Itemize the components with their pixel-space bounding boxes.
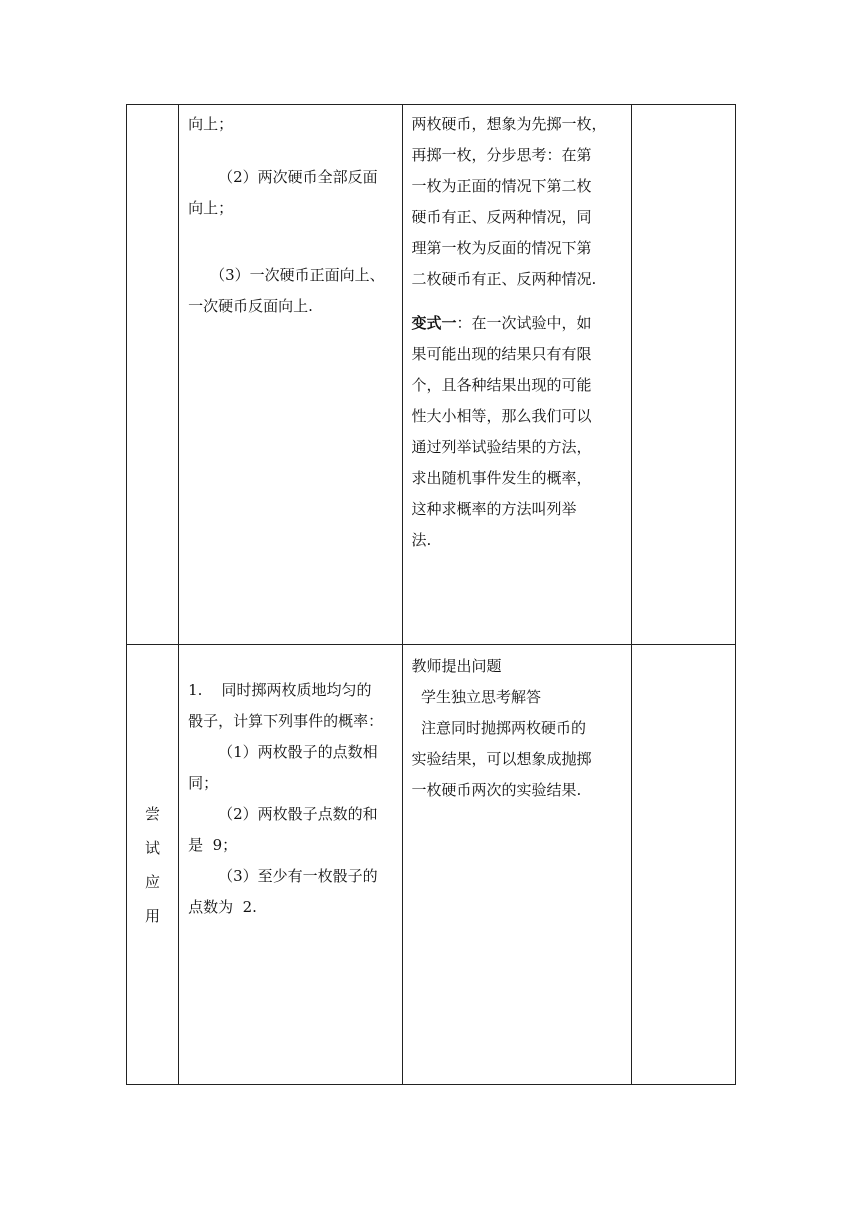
- notes-cell: [631, 105, 735, 645]
- table-row: [127, 645, 736, 1085]
- activity-cell: [403, 105, 631, 645]
- text-line: 点数为 2.: [188, 898, 257, 916]
- text-line: 同；: [188, 774, 219, 792]
- content-cell: [179, 645, 403, 1085]
- text-line: （2）两枚骰子点数的和: [218, 805, 378, 823]
- section-char: 用: [145, 906, 161, 925]
- text-line: 向上；: [188, 115, 234, 133]
- text-line: 二枚硬币有正、反两种情况.: [411, 270, 597, 288]
- text-line: [411, 308, 621, 339]
- text-line: 两枚硬币，想象为先掷一枚，: [411, 115, 607, 133]
- text-line: 教师提出问题: [411, 657, 502, 675]
- text-line: 再掷一枚，分步思考：在第: [411, 146, 592, 164]
- text-line: 性大小相等，那么我们可以: [411, 407, 592, 425]
- lesson-plan-table: [126, 104, 736, 1085]
- text-line: 向上；: [188, 199, 234, 217]
- text-line: 硬币有正、反两种情况，同: [411, 208, 592, 226]
- section-char: 试: [145, 838, 161, 857]
- section-cell: [127, 105, 179, 645]
- activity-cell: [403, 645, 631, 1085]
- text-line: 果可能出现的结果只有有限: [411, 345, 592, 363]
- text-line: 个，且各种结果出现的可能: [411, 376, 592, 394]
- content-cell: [179, 105, 403, 645]
- text-line: 一次硬币反面向上.: [188, 297, 313, 315]
- section-char: 应: [145, 872, 161, 891]
- text-line: 这种求概率的方法叫列举: [411, 500, 577, 518]
- section-label-cell: [127, 645, 179, 1085]
- text-line: 骰子，计算下列事件的概率：: [188, 712, 384, 730]
- text-line: 一枚硬币两次的实验结果.: [411, 781, 582, 799]
- text-line: 通过列举试验结果的方法，: [411, 438, 592, 456]
- text-line: 注意同时抛掷两枚硬币的: [411, 719, 586, 737]
- table-row: [127, 105, 736, 645]
- text-line: （1）两枚骰子的点数相: [218, 743, 378, 761]
- variant-text: ：在一次试验中，如: [456, 314, 592, 332]
- text-line: 1. 同时掷两枚质地均匀的: [188, 681, 372, 699]
- notes-cell: [631, 645, 735, 1085]
- variant-label: 变式一: [411, 314, 457, 332]
- text-line: 学生独立思考解答: [411, 688, 541, 706]
- text-line: 实验结果，可以想象成抛掷: [411, 750, 592, 768]
- text-line: 法.: [411, 531, 432, 549]
- text-line: （3）至少有一枚骰子的: [218, 867, 378, 885]
- section-char: 尝: [145, 804, 161, 823]
- text-line: 是 9；: [188, 836, 238, 854]
- text-line: （2）两次硬币全部反面: [218, 168, 378, 186]
- text-line: 一枚为正面的情况下第二枚: [411, 177, 592, 195]
- text-line: （3）一次硬币正面向上、: [210, 266, 385, 284]
- text-line: 求出随机事件发生的概率，: [411, 469, 592, 487]
- text-line: 理第一枚为反面的情况下第: [411, 239, 592, 257]
